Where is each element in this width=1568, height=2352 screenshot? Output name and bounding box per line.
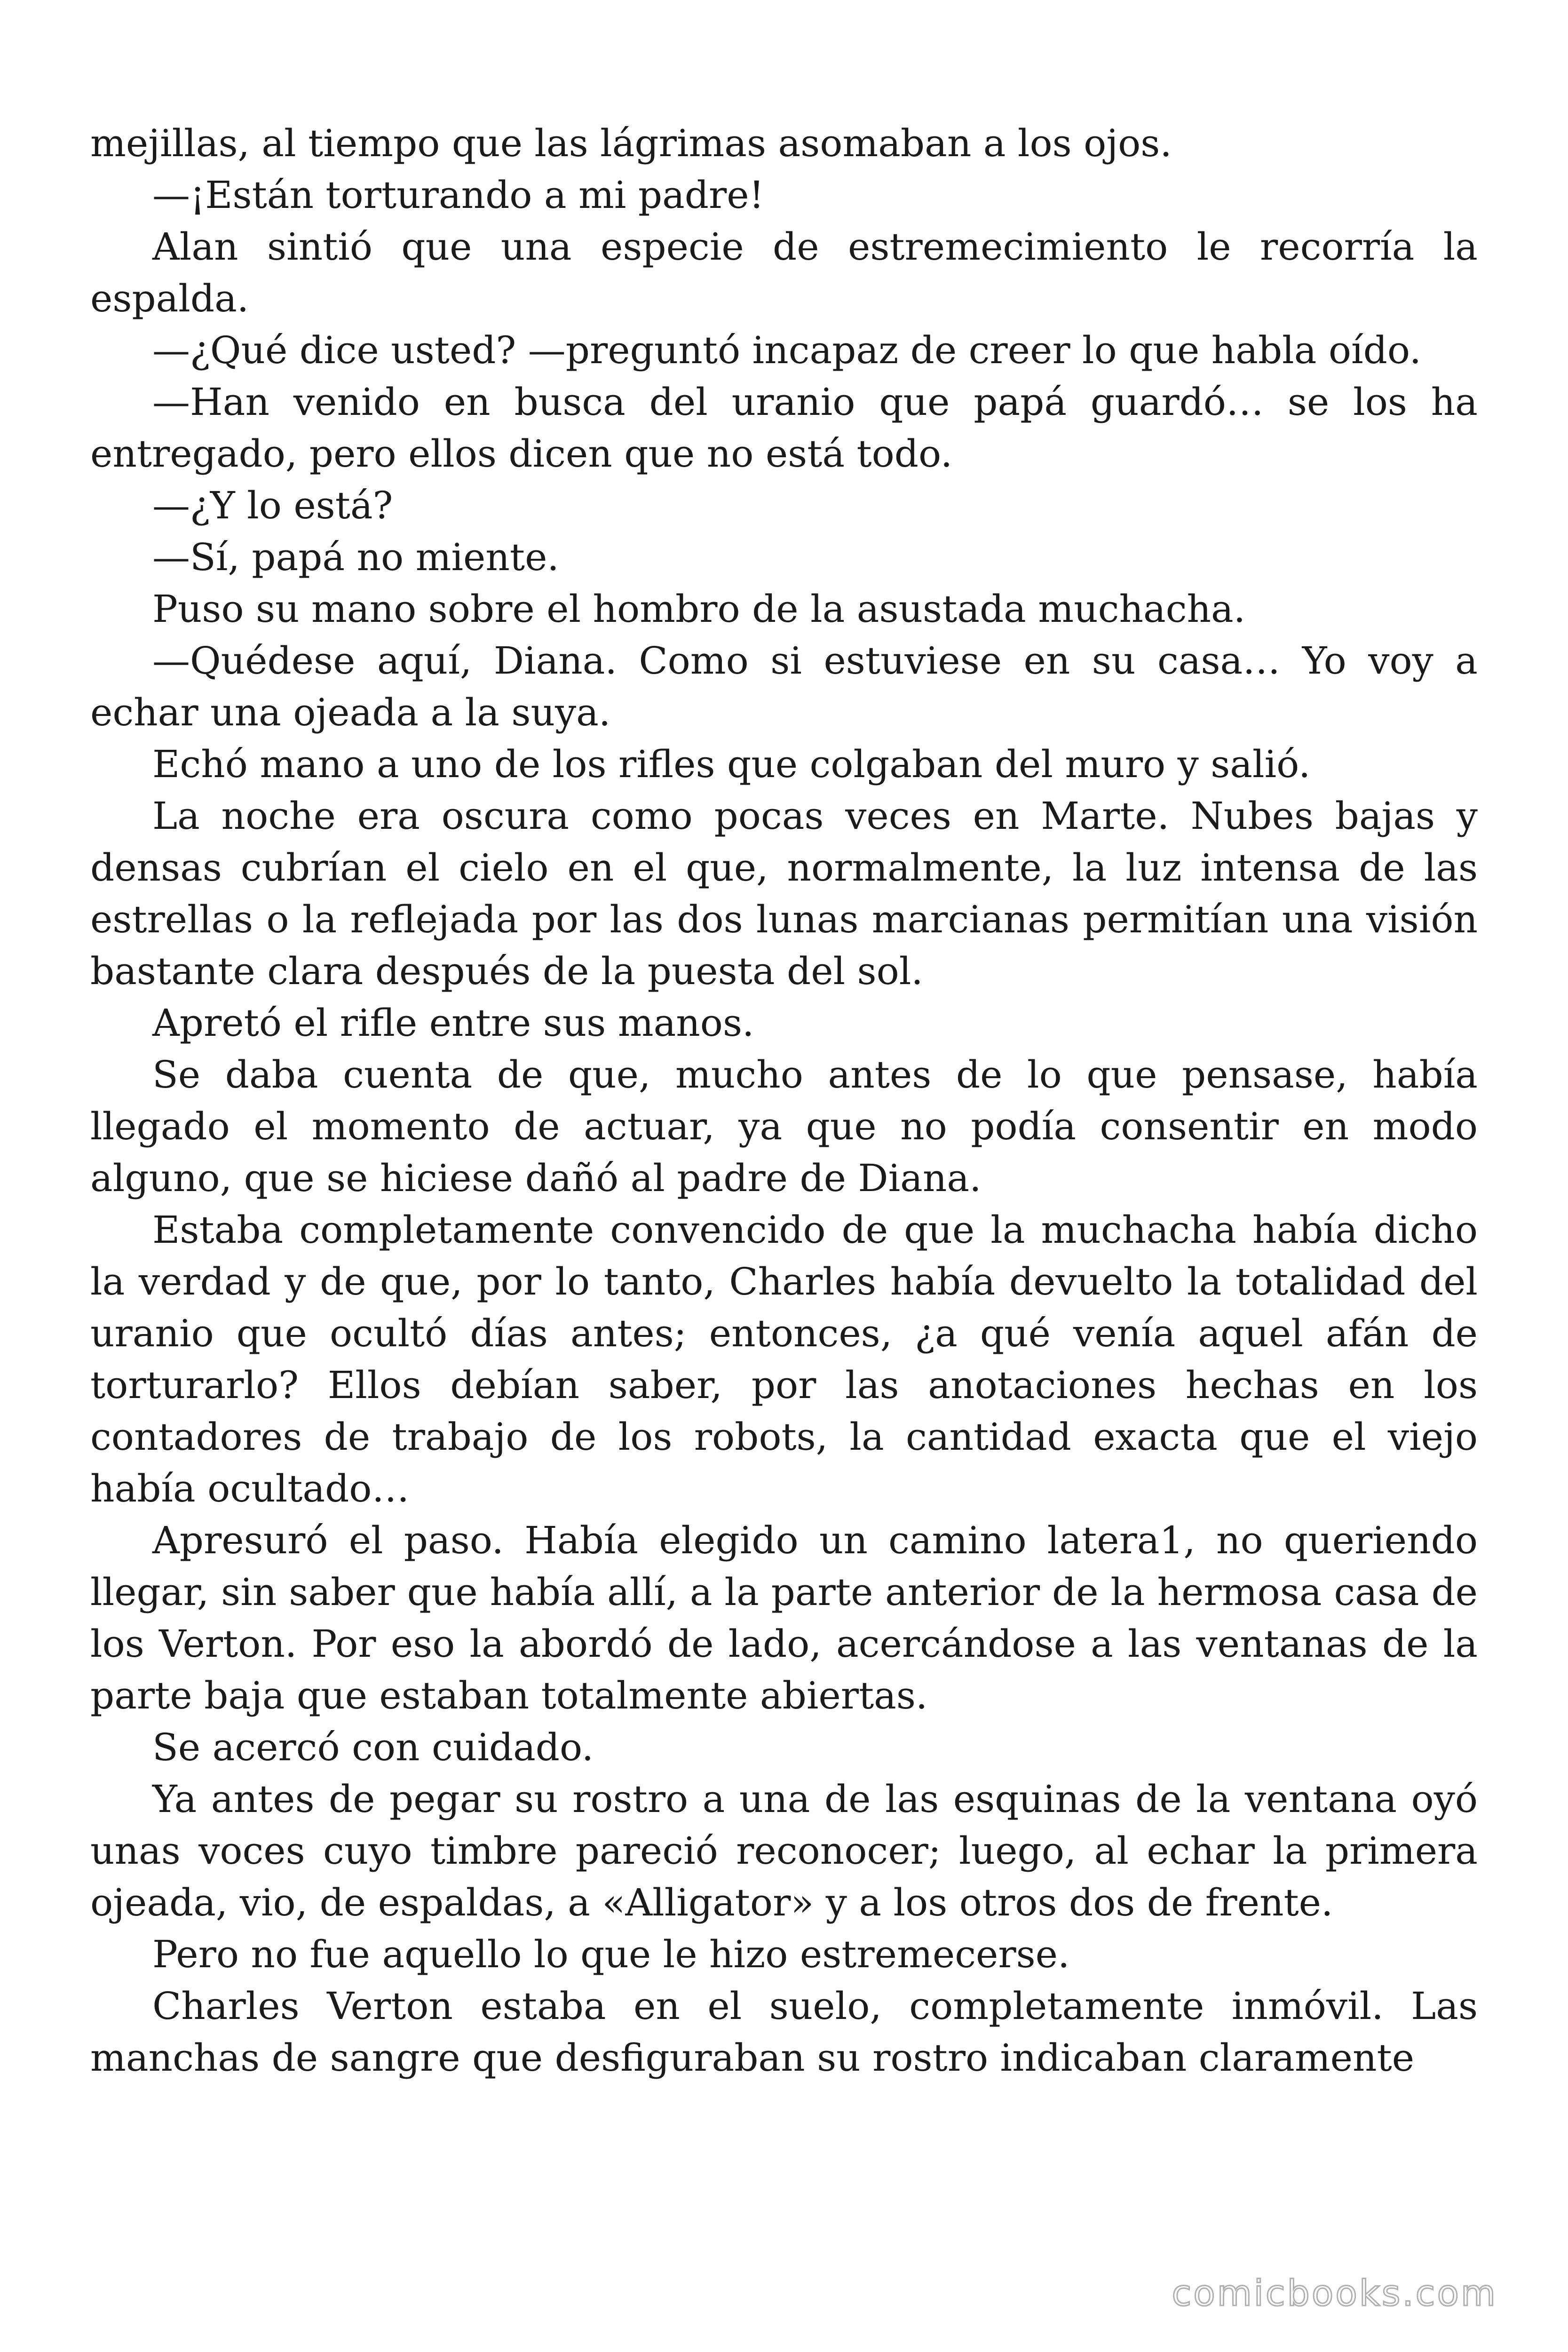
paragraph: Ya antes de pegar su rostro a una de las esquinas de la ventana oyó unas voces cuyo timbre pareció reconocer; luego, al echar la primera ojeada, vio, de espaldas, a «Alligator» y a los otros dos de frente. <box>90 1777 1478 1924</box>
paragraph: Alan sintió que una especie de estremecimiento le recorría la espalda. <box>90 225 1478 320</box>
paragraph: —¿Y lo está? <box>152 484 393 527</box>
paragraph: —¿Qué dice usted? —preguntó incapaz de creer lo que habla oído. <box>152 328 1422 372</box>
paragraph: Apresuró el paso. Había elegido un camino latera1, no queriendo llegar, sin saber que había allí, a la parte anterior de la hermosa casa de los Verton. Por eso la abordó de lado, acercándose a las ventanas de la parte baja que estaban totalmente abiertas. <box>90 1518 1478 1717</box>
paragraph: —Quédese aquí, Diana. Como si estuviese en su casa… Yo voy a echar una ojeada a la suya. <box>90 639 1478 734</box>
paragraph: Pero no fue aquello lo que le hizo estremecerse. <box>152 1932 1070 1976</box>
paragraph: Estaba completamente convencido de que la muchacha había dicho la verdad y de que, por lo tanto, Charles había devuelto la totalidad del uranio que ocultó días antes; entonces, ¿a qué venía aquel afán de torturarlo? Ellos debían saber, por las anotaciones hechas en los contadores de trabajo de los robots, la cantidad exacta que el viejo había ocultado… <box>90 1208 1478 1510</box>
paragraph: mejillas, al tiempo que las lágrimas asomaban a los ojos. <box>90 121 1172 165</box>
paragraph: —¡Están torturando a mi padre! <box>152 173 764 217</box>
watermark: comicbooks.com <box>1172 2272 1497 2314</box>
paragraph: Charles Verton estaba en el suelo, completamente inmóvil. Las manchas de sangre que desfiguraban su rostro indicaban claramente <box>90 1984 1478 2080</box>
paragraph: —Sí, papá no miente. <box>152 535 559 579</box>
paragraph: Echó mano a uno de los rifles que colgaban del muro y salió. <box>152 742 1311 786</box>
paragraph: Se daba cuenta de que, mucho antes de lo que pensase, había llegado el momento de actuar, ya que no podía consentir en modo alguno, que se hiciese dañó al padre de Diana. <box>90 1053 1478 1200</box>
paragraph: —Han venido en busca del uranio que papá guardó… se los ha entregado, pero ellos dicen que no está todo. <box>90 380 1478 476</box>
paragraph: Se acercó con cuidado. <box>152 1725 594 1769</box>
paragraph: Apretó el rifle entre sus manos. <box>152 1001 754 1045</box>
paragraph: Puso su mano sobre el hombro de la asustada muchacha. <box>152 587 1246 631</box>
paragraph: La noche era oscura como pocas veces en Marte. Nubes bajas y densas cubrían el cielo en el que, normalmente, la luz intensa de las estrellas o la reflejada por las dos lunas marcianas permitían una visión bastante clara después de la puesta del sol. <box>90 794 1478 993</box>
body-text <box>90 118 1478 2084</box>
